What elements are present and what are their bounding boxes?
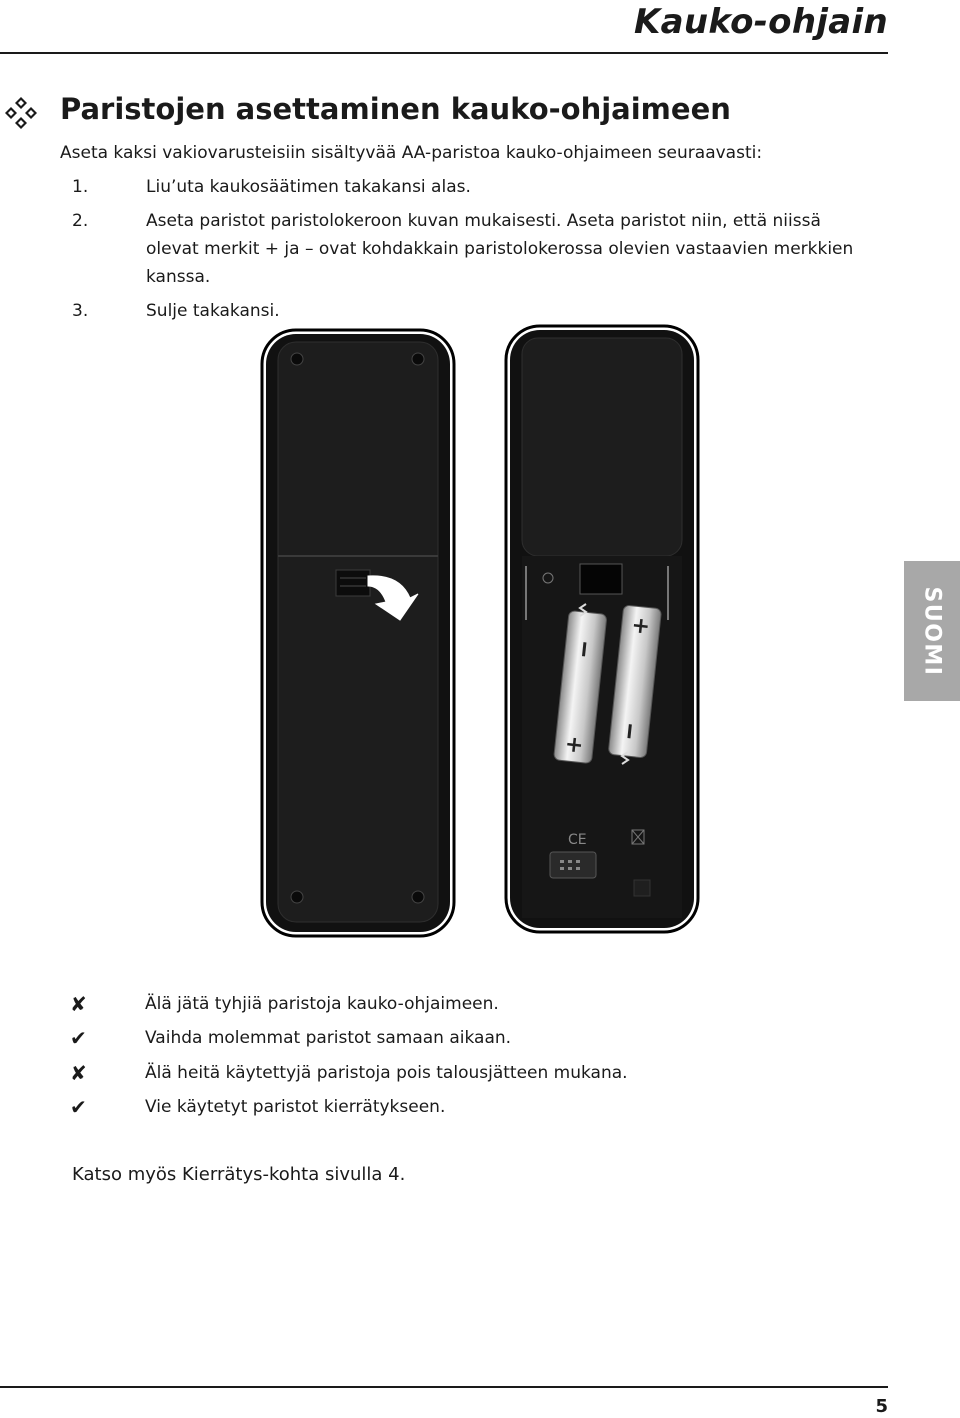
step-number: 2.: [72, 211, 89, 231]
cross-mark-icon: ✘: [70, 992, 87, 1016]
step-number: 3.: [72, 301, 89, 321]
footer-note: Katso myös Kierrätys-kohta sivulla 4.: [72, 1164, 406, 1185]
check-mark-icon: ✔: [70, 1095, 87, 1119]
cross-mark-icon: ✘: [70, 1061, 87, 1085]
remote-battery-illustration: [250, 320, 710, 940]
section-heading: Paristojen asettaminen kauko-ohjaimeen: [60, 92, 731, 126]
battery-plus-label: +: [630, 612, 652, 640]
step-text: Sulje takakansi.: [146, 301, 280, 321]
header-rule: [0, 52, 888, 54]
language-side-tab: [904, 561, 960, 701]
intro-text: Aseta kaksi vakiovarusteisiin sisältyvää AA-paristoa kauko-ohjaimeen seuraavasti:: [60, 143, 763, 163]
remote-open: [506, 326, 698, 932]
remote-closed: [262, 330, 454, 936]
tip-text: Vaihda molemmat paristot samaan aikaan.: [145, 1028, 512, 1048]
step-text: Aseta paristot paristolokeroon kuvan mukaisesti. Aseta paristot niin, että niissä olevat merkit + ja – ovat kohdakkain paristolokerossa olevien vastaavien merkkien kanssa.: [146, 211, 854, 287]
step-text: Liu’uta kaukosäätimen takakansi alas.: [146, 177, 471, 197]
check-mark-icon: ✔: [70, 1026, 87, 1050]
page-header-title: Kauko-ohjain: [634, 2, 888, 42]
tip-text: Älä heitä käytettyjä paristoja pois talousjätteen mukana.: [145, 1063, 628, 1083]
step-number: 1.: [72, 177, 89, 197]
tip-text: Vie käytetyt paristot kierrätykseen.: [145, 1097, 446, 1117]
language-label: SUOMI: [919, 586, 945, 676]
diamond-bullet-icon: [4, 96, 38, 130]
page-number: 5: [875, 1396, 888, 1417]
footer-rule: [0, 1386, 888, 1388]
ce-mark: CE: [568, 832, 587, 848]
tip-text: Älä jätä tyhjiä paristoja kauko-ohjaimeen.: [145, 994, 499, 1014]
battery-plus-label: +: [563, 731, 585, 759]
